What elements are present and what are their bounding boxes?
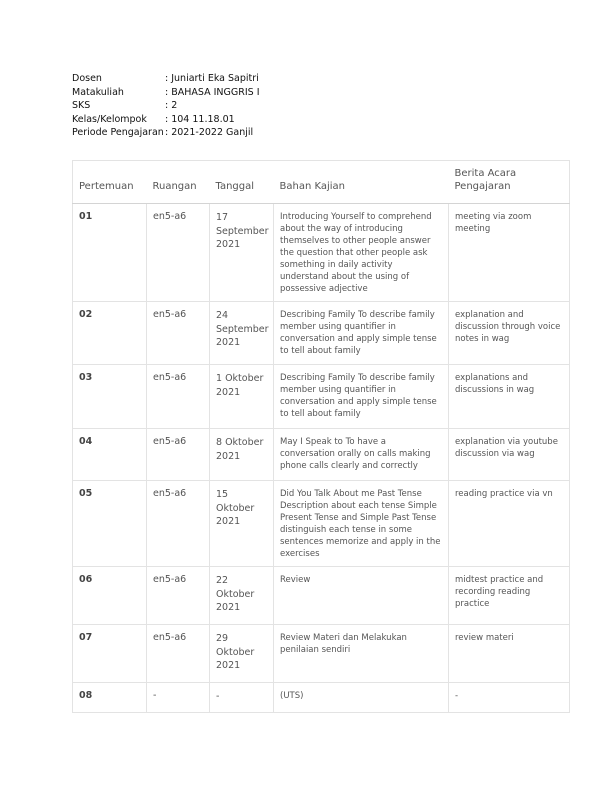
- cell-pertemuan: 01: [73, 204, 147, 302]
- cell-ruangan: -: [147, 683, 210, 713]
- cell-tanggal: 1 Oktober 2021: [210, 365, 274, 429]
- table-row: [73, 204, 570, 302]
- table-row: [73, 429, 570, 481]
- column-header-bahan-kajian: Bahan Kajian: [274, 161, 449, 204]
- cell-bahan-kajian: Describing Family To describe family member using quantifier in conversation and apply simple tense to tell about family: [274, 302, 449, 365]
- cell-pertemuan: 02: [73, 302, 147, 365]
- info-row-periode: [72, 126, 260, 140]
- info-label: Matakuliah: [72, 86, 124, 98]
- cell-pertemuan: 05: [73, 481, 147, 567]
- column-header-ruangan: Ruangan: [147, 161, 210, 204]
- cell-ruangan: en5-a6: [147, 302, 210, 365]
- cell-tanggal: 17 September 2021: [210, 204, 274, 302]
- cell-pertemuan: 08: [73, 683, 147, 713]
- info-label: Dosen: [72, 73, 102, 84]
- info-row-kelas: [72, 113, 260, 127]
- table-header-row: [73, 161, 570, 204]
- info-label: Periode Pengajaran: [72, 127, 164, 138]
- info-label: SKS: [72, 100, 91, 111]
- cell-pertemuan: 06: [73, 567, 147, 625]
- cell-berita-acara: review materi: [449, 625, 570, 683]
- cell-ruangan: en5-a6: [147, 204, 210, 302]
- cell-tanggal: 24 September 2021: [210, 302, 274, 365]
- cell-berita-acara: midtest practice and recording reading practice: [449, 567, 570, 625]
- info-value: : BAHASA INGGRIS I: [165, 86, 260, 98]
- column-header-pertemuan: Pertemuan: [73, 161, 147, 204]
- info-value: : 2021-2022 Ganjil: [165, 127, 254, 138]
- table-row: [73, 567, 570, 625]
- cell-ruangan: en5-a6: [147, 429, 210, 481]
- attendance-table: [72, 160, 570, 713]
- column-header-berita-acara: Berita Acara Pengajaran: [449, 161, 570, 204]
- cell-tanggal: 15 Oktober 2021: [210, 481, 274, 567]
- cell-pertemuan: 07: [73, 625, 147, 683]
- table-row: [73, 481, 570, 567]
- cell-bahan-kajian: Did You Talk About me Past Tense Description about each tense Simple Present Tense and Simple Past Tense distinguish each tense in some sentences memorize and apply in the exercises: [274, 481, 449, 567]
- info-label: Kelas/Kelompok: [72, 113, 147, 125]
- cell-berita-acara: explanations and discussions in wag: [449, 365, 570, 429]
- cell-ruangan: en5-a6: [147, 567, 210, 625]
- cell-berita-acara: -: [449, 683, 570, 713]
- info-row-matakuliah: [72, 86, 260, 100]
- cell-tanggal: 22 Oktober 2021: [210, 567, 274, 625]
- column-header-tanggal: Tanggal: [210, 161, 274, 204]
- cell-berita-acara: meeting via zoom meeting: [449, 204, 570, 302]
- cell-bahan-kajian: Review Materi dan Melakukan penilaian sendiri: [274, 625, 449, 683]
- cell-tanggal: -: [210, 683, 274, 713]
- course-info: [72, 72, 260, 140]
- cell-tanggal: 29 Oktober 2021: [210, 625, 274, 683]
- info-value: : Juniarti Eka Sapitri: [165, 73, 259, 84]
- cell-berita-acara: reading practice via vn: [449, 481, 570, 567]
- table-row: [73, 302, 570, 365]
- cell-bahan-kajian: May I Speak to To have a conversation orally on calls making phone calls clearly and correctly: [274, 429, 449, 481]
- cell-pertemuan: 04: [73, 429, 147, 481]
- cell-ruangan: en5-a6: [147, 365, 210, 429]
- table-row: [73, 365, 570, 429]
- cell-berita-acara: explanation and discussion through voice notes in wag: [449, 302, 570, 365]
- cell-bahan-kajian: Introducing Yourself to comprehend about the way of introducing themselves to other people answer the question that other people ask something in daily activity understand about the using of possessive adjective: [274, 204, 449, 302]
- cell-bahan-kajian: (UTS): [274, 683, 449, 713]
- cell-pertemuan: 03: [73, 365, 147, 429]
- table-row: [73, 625, 570, 683]
- attendance-table-wrap: [72, 160, 569, 713]
- cell-tanggal: 8 Oktober 2021: [210, 429, 274, 481]
- info-value: : 104 11.18.01: [165, 113, 235, 125]
- table-row: [73, 683, 570, 713]
- cell-bahan-kajian: Review: [274, 567, 449, 625]
- cell-ruangan: en5-a6: [147, 625, 210, 683]
- info-value: : 2: [165, 100, 178, 111]
- cell-berita-acara: explanation via youtube discussion via wag: [449, 429, 570, 481]
- cell-bahan-kajian: Describing Family To describe family member using quantifier in conversation and apply simple tense to tell about family: [274, 365, 449, 429]
- info-row-sks: [72, 99, 260, 113]
- cell-ruangan: en5-a6: [147, 481, 210, 567]
- info-row-dosen: [72, 72, 260, 86]
